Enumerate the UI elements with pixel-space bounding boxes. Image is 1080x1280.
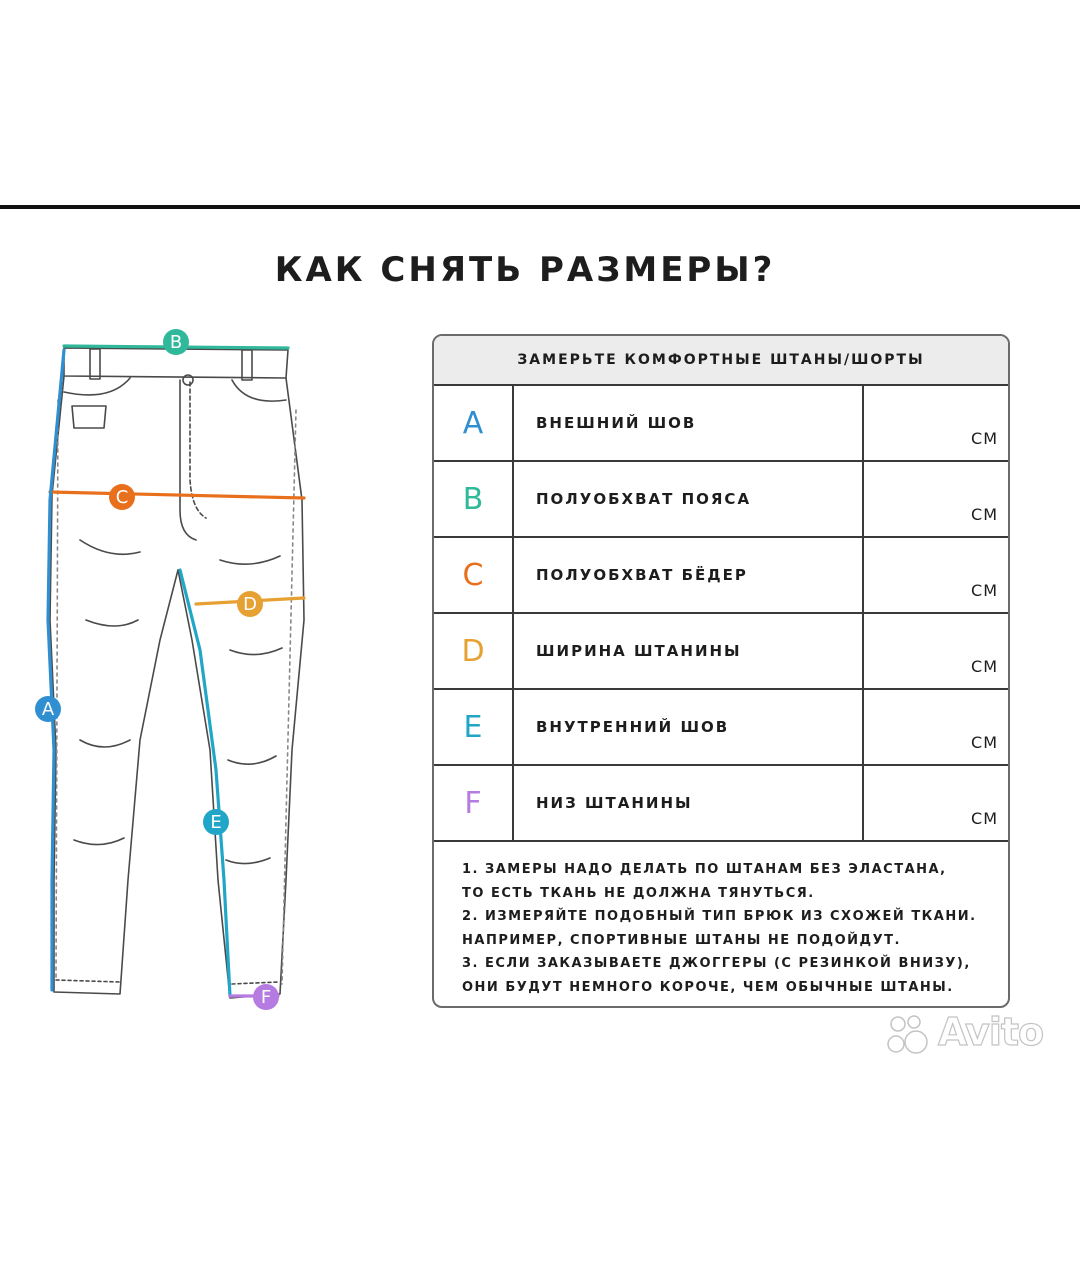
page-title: КАК СНЯТЬ РАЗМЕРЫ? bbox=[274, 250, 776, 290]
marker-e bbox=[203, 809, 229, 835]
pants-diagram bbox=[20, 320, 340, 1020]
unit-label: СМ bbox=[971, 429, 998, 448]
watermark-text: Avito bbox=[938, 1010, 1044, 1054]
marker-a bbox=[35, 696, 61, 722]
row-label: ВНЕШНИЙ ШОВ bbox=[514, 386, 864, 460]
line-c bbox=[50, 492, 304, 498]
measure-row-c bbox=[434, 538, 1008, 614]
unit-label: СМ bbox=[971, 505, 998, 524]
marker-c-label: C bbox=[115, 487, 129, 508]
note-line: 3. ЕСЛИ ЗАКАЗЫВАЕТЕ ДЖОГГЕРЫ (С РЕЗИНКОЙ ВНИЗУ), bbox=[462, 956, 971, 971]
unit-label: СМ bbox=[971, 809, 998, 828]
pants-outline bbox=[50, 348, 304, 998]
marker-b bbox=[163, 329, 189, 355]
value-field[interactable] bbox=[864, 766, 1008, 840]
value-field[interactable] bbox=[864, 538, 1008, 612]
note-line: ОНИ БУДУТ НЕМНОГО КОРОЧЕ, ЧЕМ ОБЫЧНЫЕ ШТАНЫ. bbox=[462, 979, 954, 995]
row-letter: E bbox=[434, 690, 514, 764]
marker-b-label: B bbox=[169, 332, 183, 353]
marker-d-label: D bbox=[243, 594, 257, 615]
marker-d bbox=[237, 591, 263, 617]
value-field[interactable] bbox=[864, 386, 1008, 460]
marker-f-label: F bbox=[260, 987, 272, 1008]
row-label: ВНУТРЕННИЙ ШОВ bbox=[514, 690, 864, 764]
measure-row-e bbox=[434, 690, 1008, 766]
marker-f bbox=[253, 984, 279, 1010]
note-line: 2. ИЗМЕРЯЙТЕ ПОДОБНЫЙ ТИП БРЮК ИЗ СХОЖЕЙ ТКАНИ. bbox=[462, 909, 977, 924]
row-letter: F bbox=[434, 766, 514, 840]
watermark bbox=[886, 1010, 1066, 1060]
notes bbox=[434, 842, 1008, 999]
marker-c bbox=[109, 484, 135, 510]
value-field[interactable] bbox=[864, 690, 1008, 764]
measurement-panel bbox=[432, 334, 1010, 1008]
note-line: ТО ЕСТЬ ТКАНЬ НЕ ДОЛЖНА ТЯНУТЬСЯ. bbox=[462, 885, 815, 901]
marker-e-label: E bbox=[210, 812, 222, 833]
measure-row-b bbox=[434, 462, 1008, 538]
row-label: ПОЛУОБХВАТ ПОЯСА bbox=[514, 462, 864, 536]
panel-header: ЗАМЕРЬТЕ КОМФОРТНЫЕ ШТАНЫ/ШОРТЫ bbox=[434, 336, 1008, 386]
row-letter: A bbox=[434, 386, 514, 460]
avito-paw-icon bbox=[886, 1014, 936, 1060]
measure-row-a bbox=[434, 386, 1008, 462]
unit-label: СМ bbox=[971, 657, 998, 676]
measurement-lines bbox=[48, 346, 304, 996]
row-label: ШИРИНА ШТАНИНЫ bbox=[514, 614, 864, 688]
note-line: НАПРИМЕР, СПОРТИВНЫЕ ШТАНЫ НЕ ПОДОЙДУТ. bbox=[462, 932, 901, 948]
value-field[interactable] bbox=[864, 614, 1008, 688]
measure-row-f bbox=[434, 766, 1008, 842]
unit-label: СМ bbox=[971, 581, 998, 600]
row-letter: D bbox=[434, 614, 514, 688]
row-letter: C bbox=[434, 538, 514, 612]
marker-a-label: A bbox=[41, 699, 55, 720]
line-a bbox=[48, 350, 64, 990]
unit-label: СМ bbox=[971, 733, 998, 752]
note-line: 1. ЗАМЕРЫ НАДО ДЕЛАТЬ ПО ШТАНАМ БЕЗ ЭЛАСТАНА, bbox=[462, 862, 947, 877]
row-label: НИЗ ШТАНИНЫ bbox=[514, 766, 864, 840]
measure-row-d bbox=[434, 614, 1008, 690]
top-divider bbox=[0, 205, 1080, 209]
row-label: ПОЛУОБХВАТ БЁДЕР bbox=[514, 538, 864, 612]
row-letter: B bbox=[434, 462, 514, 536]
value-field[interactable] bbox=[864, 462, 1008, 536]
